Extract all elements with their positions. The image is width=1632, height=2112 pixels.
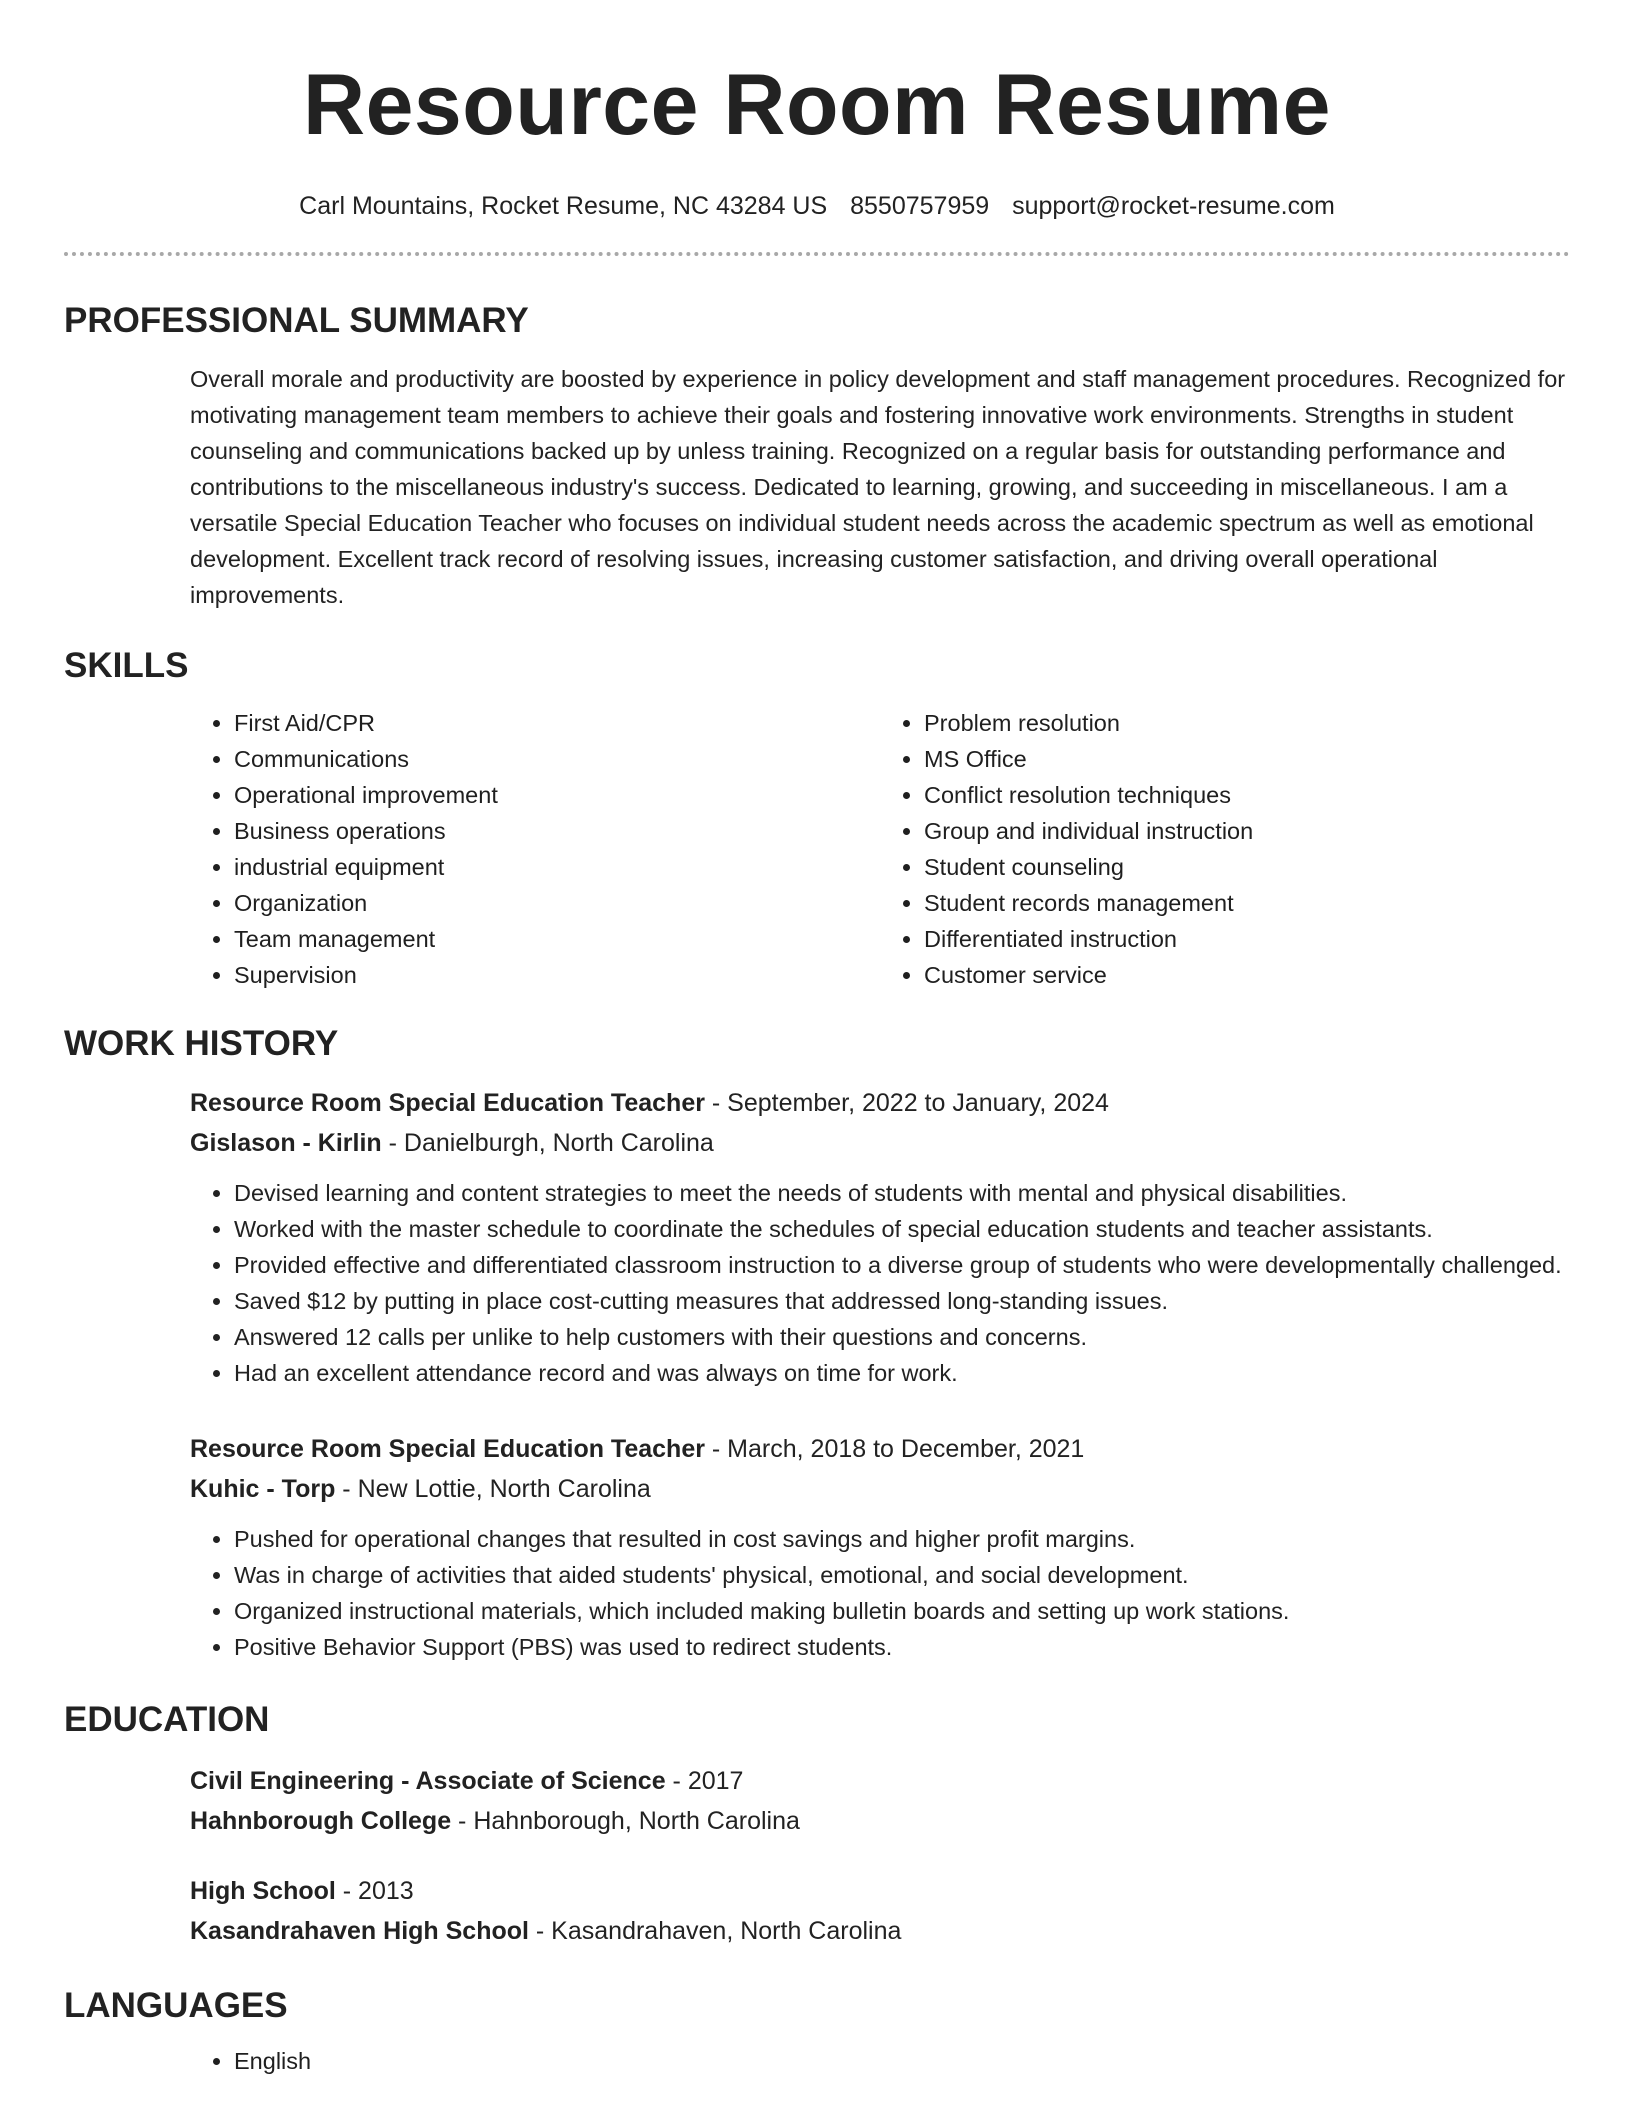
- skills-left-list: [190, 705, 880, 993]
- contact-phone: 8550757959: [850, 192, 990, 220]
- education-location: - Kasandrahaven, North Carolina: [528, 1917, 902, 1945]
- education-degree-line: [190, 1761, 1570, 1801]
- education-degree: Civil Engineering - Associate of Science: [190, 1767, 666, 1795]
- skill-item: • Business operations: [234, 813, 880, 849]
- job-bullet: • Positive Behavior Support (PBS) was used to redirect students.: [234, 1629, 1570, 1665]
- work-heading: WORK HISTORY: [64, 1024, 339, 1063]
- skill-item: • Customer service: [924, 957, 1570, 993]
- skill-item: • Team management: [234, 921, 880, 957]
- skills-grid: [190, 705, 1570, 993]
- skill-item: • Student counseling: [924, 849, 1570, 885]
- job-bullets: [190, 1521, 1570, 1665]
- job-bullet: • Had an excellent attendance record and was always on time for work.: [234, 1355, 1570, 1391]
- skill-item: • Operational improvement: [234, 777, 880, 813]
- summary-heading: PROFESSIONAL SUMMARY: [64, 301, 529, 340]
- education-school: Hahnborough College: [190, 1807, 452, 1835]
- contact-line: [64, 190, 1570, 222]
- job-company: Kuhic - Torp: [190, 1475, 336, 1503]
- job-title: Resource Room Special Education Teacher: [190, 1089, 705, 1117]
- education-degree-line: [190, 1871, 1570, 1911]
- skill-item: • Conflict resolution techniques: [924, 777, 1570, 813]
- languages-list: [190, 2043, 1570, 2079]
- skill-item: • Group and individual instruction: [924, 813, 1570, 849]
- education-school: Kasandrahaven High School: [190, 1917, 529, 1945]
- skills-right-list: [880, 705, 1570, 993]
- job-bullet: • Worked with the master schedule to coordinate the schedules of special education students and teacher assistants.: [234, 1211, 1570, 1247]
- job-dates: - March, 2018 to December, 2021: [704, 1435, 1085, 1463]
- header-divider: [64, 252, 1570, 256]
- education-location: - Hahnborough, North Carolina: [451, 1807, 800, 1835]
- job-bullet: • Organized instructional materials, which included making bulletin boards and setting up work stations.: [234, 1593, 1570, 1629]
- education-year: - 2013: [335, 1877, 414, 1905]
- job-bullet: • Devised learning and content strategies to meet the needs of students with mental and physical disabilities.: [234, 1175, 1570, 1211]
- contact-address: Carl Mountains, Rocket Resume, NC 43284 US: [299, 192, 828, 220]
- summary-text: Overall morale and productivity are boosted by experience in policy development and staff management procedures. Recognized for motivating management team members to achieve their goals and fostering innovative work environments. Strengths in student counseling and communications backed up by unless training. Recognized on a regular basis for outstanding performance and contributions to the miscellaneous industry's success. Dedicated to learning, growing, and succeeding in miscellaneous. I am a versatile Special Education Teacher who focuses on individual student needs across the academic spectrum as well as emotional development. Excellent track record of resolving issues, increasing customer satisfaction, and driving overall operational improvements.: [190, 366, 1566, 608]
- job-location: - Danielburgh, North Carolina: [381, 1129, 714, 1157]
- job-title-line: [190, 1083, 1570, 1123]
- resume-title: Resource Room Resume: [303, 57, 1331, 153]
- job-bullet: • Pushed for operational changes that resulted in cost savings and higher profit margins.: [234, 1521, 1570, 1557]
- job-company-line: [190, 1469, 1570, 1509]
- job-company: Gislason - Kirlin: [190, 1129, 382, 1157]
- education-heading: EDUCATION: [64, 1700, 270, 1739]
- education-degree: High School: [190, 1877, 336, 1905]
- job-dates: - September, 2022 to January, 2024: [704, 1089, 1109, 1117]
- skill-item: • Communications: [234, 741, 880, 777]
- job-entry: [190, 1083, 1570, 1391]
- job-bullet: • Was in charge of activities that aided students' physical, emotional, and social development.: [234, 1557, 1570, 1593]
- skill-item: • Differentiated instruction: [924, 921, 1570, 957]
- job-bullet: • Answered 12 calls per unlike to help customers with their questions and concerns.: [234, 1319, 1570, 1355]
- language-item: • English: [234, 2043, 1570, 2079]
- job-bullets: [190, 1175, 1570, 1391]
- job-bullet: • Provided effective and differentiated classroom instruction to a diverse group of students who were developmentally challenged.: [234, 1247, 1570, 1283]
- job-bullet: • Saved $12 by putting in place cost-cutting measures that addressed long-standing issues.: [234, 1283, 1570, 1319]
- education-school-line: [190, 1911, 1570, 1951]
- skill-item: • Student records management: [924, 885, 1570, 921]
- education-school-line: [190, 1801, 1570, 1841]
- skill-item: • Organization: [234, 885, 880, 921]
- skill-item: • MS Office: [924, 741, 1570, 777]
- education-year: - 2017: [665, 1767, 744, 1795]
- skill-item: • First Aid/CPR: [234, 705, 880, 741]
- education-entry: [190, 1871, 1570, 1951]
- job-entry: [190, 1429, 1570, 1665]
- contact-email: support@rocket-resume.com: [1012, 192, 1335, 220]
- skill-item: • Problem resolution: [924, 705, 1570, 741]
- job-company-line: [190, 1123, 1570, 1163]
- job-title-line: [190, 1429, 1570, 1469]
- skill-item: • Supervision: [234, 957, 880, 993]
- skill-item: • industrial equipment: [234, 849, 880, 885]
- job-title: Resource Room Special Education Teacher: [190, 1435, 705, 1463]
- languages-heading: LANGUAGES: [64, 1986, 288, 2025]
- resume-page: [64, 0, 1570, 2079]
- job-location: - New Lottie, North Carolina: [335, 1475, 651, 1503]
- education-entry: [190, 1761, 1570, 1841]
- skills-heading: SKILLS: [64, 646, 189, 685]
